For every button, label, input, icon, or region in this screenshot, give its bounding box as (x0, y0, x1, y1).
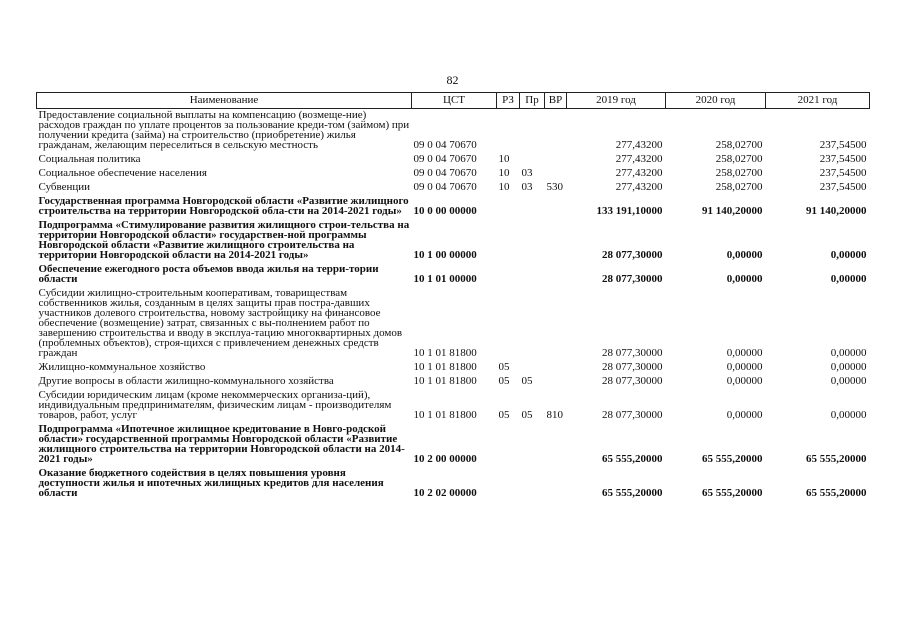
cell-vr (545, 153, 567, 167)
cell-2019: 65 555,20000 (602, 487, 663, 499)
cell-name: Государственная программа Новгородской области «Развитие жилищного строительства на территории Новгородской обла-сти на 2014-2021 годы» (38, 195, 409, 217)
cell-rz (497, 263, 520, 287)
cell-2019: 65 555,20000 (602, 453, 663, 465)
header-name: Наименование (37, 93, 412, 109)
cell-name: Обеспечение ежегодного роста объемов ввода жилья на терри-тории области (38, 263, 379, 285)
cell-name: Другие вопросы в области жилищно-коммунального хозяйства (38, 375, 334, 387)
cell-cst: 10 1 01 81800 (413, 361, 477, 373)
cell-2019: 28 077,30000 (602, 361, 663, 373)
cell-cst: 10 1 01 81800 (413, 409, 477, 421)
cell-rz (497, 109, 520, 154)
cell-vr (545, 361, 567, 375)
header-cst: ЦСТ (412, 93, 497, 109)
cell-2021: 237,54500 (819, 153, 867, 165)
cell-cst: 10 1 01 81800 (413, 375, 477, 387)
cell-pr (520, 195, 545, 219)
cell-2021: 65 555,20000 (806, 453, 867, 465)
cell-2021: 0,00000 (830, 249, 867, 261)
cell-vr (545, 263, 567, 287)
cell-pr: 05 (521, 409, 533, 421)
cell-2021: 237,54500 (819, 167, 867, 179)
cell-2020: 0,00000 (726, 249, 763, 261)
header-2021: 2021 год (766, 93, 870, 109)
cell-2019: 133 191,10000 (596, 205, 663, 217)
cell-rz (497, 467, 520, 501)
cell-2021: 0,00000 (830, 347, 867, 359)
cell-cst: 10 1 01 00000 (413, 273, 477, 285)
cell-2021: 0,00000 (830, 273, 867, 285)
cell-2021: 65 555,20000 (806, 487, 867, 499)
cell-pr: 03 (521, 167, 533, 179)
table-row (37, 153, 870, 167)
cell-cst: 09 0 04 70670 (413, 181, 477, 193)
header-rz: РЗ (497, 93, 520, 109)
cell-name: Субвенции (38, 181, 91, 193)
table-row (37, 361, 870, 375)
cell-pr (520, 361, 545, 375)
cell-cst: 10 2 02 00000 (413, 487, 477, 499)
cell-pr: 05 (521, 375, 533, 387)
header-pr: Пр (520, 93, 545, 109)
cell-name: Социальное обеспечение населения (38, 167, 207, 179)
cell-rz: 10 (498, 167, 510, 179)
cell-2019: 28 077,30000 (602, 375, 663, 387)
header-2020: 2020 год (666, 93, 766, 109)
cell-rz: 05 (498, 361, 510, 373)
cell-cst: 09 0 04 70670 (413, 167, 477, 179)
cell-pr (520, 109, 545, 154)
cell-pr (520, 287, 545, 361)
cell-2021: 0,00000 (830, 361, 867, 373)
cell-pr (520, 423, 545, 467)
cell-cst: 10 2 00 00000 (413, 453, 477, 465)
table-row (37, 181, 870, 195)
table-header-row (37, 93, 870, 109)
cell-vr (545, 167, 567, 181)
table-row (37, 195, 870, 219)
cell-vr (545, 287, 567, 361)
cell-2021: 91 140,20000 (806, 205, 867, 217)
cell-2020: 65 555,20000 (702, 487, 763, 499)
cell-vr (545, 109, 567, 154)
cell-rz: 10 (498, 181, 510, 193)
cell-2019: 28 077,30000 (602, 347, 663, 359)
cell-2019: 277,43200 (615, 167, 663, 179)
cell-2020: 0,00000 (726, 409, 763, 421)
cell-2020: 0,00000 (726, 347, 763, 359)
cell-cst: 09 0 04 70670 (413, 139, 477, 151)
cell-name: Предоставление социальной выплаты на компенсацию (возмеще-ние) расходов граждан по уплате процентов за пользование креди-том (займом) при получении кредита (займа) на строительство (приобретение) жилья гражданам, желающим переселиться в сельскую местность (38, 109, 410, 151)
cell-vr (545, 423, 567, 467)
page-number: 82 (446, 73, 459, 87)
table-body (37, 109, 870, 502)
cell-rz (497, 423, 520, 467)
cell-2019: 277,43200 (615, 153, 663, 165)
cell-2020: 0,00000 (726, 375, 763, 387)
cell-2019: 28 077,30000 (602, 409, 663, 421)
cell-rz (497, 287, 520, 361)
cell-2021: 237,54500 (819, 139, 867, 151)
cell-2021: 0,00000 (830, 409, 867, 421)
cell-rz: 05 (498, 409, 510, 421)
cell-vr: 530 (546, 181, 563, 193)
cell-rz: 05 (498, 375, 510, 387)
cell-2019: 28 077,30000 (602, 249, 663, 261)
cell-rz (497, 219, 520, 263)
cell-2020: 0,00000 (726, 273, 763, 285)
cell-2020: 0,00000 (726, 361, 763, 373)
cell-vr (545, 219, 567, 263)
cell-2019: 28 077,30000 (602, 273, 663, 285)
cell-2020: 65 555,20000 (702, 453, 763, 465)
cell-name: Подпрограмма «Ипотечное жилищное кредитование в Новго-родской области» государственной программы Новгородской области «Развитие жилищного строительства на территории Новгородской области на 2014-2021 годы» (38, 423, 405, 465)
cell-2020: 258,02700 (715, 139, 763, 151)
cell-vr (545, 375, 567, 389)
cell-2020: 258,02700 (715, 167, 763, 179)
table-row (37, 263, 870, 287)
table-row (37, 167, 870, 181)
table-row (37, 287, 870, 361)
cell-2020: 91 140,20000 (702, 205, 763, 217)
cell-rz: 10 (498, 153, 510, 165)
cell-2021: 0,00000 (830, 375, 867, 387)
cell-2020: 258,02700 (715, 153, 763, 165)
cell-2021: 237,54500 (819, 181, 867, 193)
cell-cst: 09 0 04 70670 (413, 153, 477, 165)
cell-vr (545, 467, 567, 501)
table-row (37, 109, 870, 154)
cell-2019: 277,43200 (615, 139, 663, 151)
table-row (37, 389, 870, 423)
cell-cst: 10 1 00 00000 (413, 249, 477, 261)
cell-vr (545, 195, 567, 219)
table-row (37, 467, 870, 501)
cell-pr (520, 263, 545, 287)
table-row (37, 219, 870, 263)
cell-name: Жилищно-коммунальное хозяйство (38, 361, 206, 373)
cell-cst: 10 1 01 81800 (413, 347, 477, 359)
cell-name: Подпрограмма «Стимулирование развития жилищного строи-тельства на территории Новгородской области» государствен-ной программы Новгородской области «Развитие жилищного строительства на территории Новгородской области на 2014-2021 годы» (38, 219, 410, 261)
cell-rz (497, 195, 520, 219)
cell-pr: 03 (521, 181, 533, 193)
cell-2020: 258,02700 (715, 181, 763, 193)
table-row (37, 375, 870, 389)
cell-name: Социальная политика (38, 153, 141, 165)
header-2019: 2019 год (567, 93, 666, 109)
cell-name: Субсидии жилищно-строительным кооперативам, товариществам собственников жилья, созданным в целях защиты прав постра-давших участников долевого строительства, новому застройщику на финансовое обеспечение (возмещение) затрат, связанных с вы-полнением работ по завершению строительства и вводу в эксплуа-тацию многоквартирных домов (проблемных объектов), строя-щихся с привлечением денежных средств граждан (38, 287, 403, 359)
cell-2019: 277,43200 (615, 181, 663, 193)
header-vr: ВР (545, 93, 567, 109)
cell-name: Оказание бюджетного содействия в целях повышения уровня доступности жилья и ипотечных жилищных кредитов для населения области (38, 467, 384, 499)
table-row (37, 423, 870, 467)
cell-name: Субсидии юридическим лицам (кроме некоммерческих организа-ций), индивидуальным предпринимателям, физическим лицам - производителям товаров, работ, услуг (38, 389, 392, 421)
cell-pr (520, 153, 545, 167)
cell-pr (520, 467, 545, 501)
budget-table (36, 92, 870, 501)
cell-cst: 10 0 00 00000 (413, 205, 477, 217)
cell-pr (520, 219, 545, 263)
cell-vr: 810 (546, 409, 563, 421)
